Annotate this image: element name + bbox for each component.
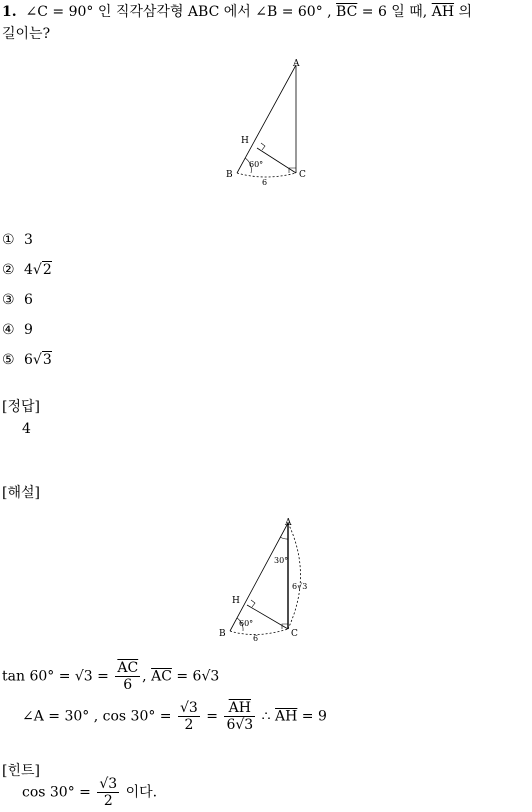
hint-line bbox=[22, 776, 157, 809]
option-1-text: 3 bbox=[24, 232, 33, 248]
segment-bc: $\overline{BC}$ bbox=[336, 4, 358, 20]
fraction-ah-over-6root3 bbox=[224, 700, 255, 733]
option-4-marker: ④ bbox=[2, 322, 15, 338]
fraction-root3-over-2 bbox=[178, 700, 200, 733]
label-c: C bbox=[299, 170, 306, 180]
expl-line2-tail: ∴ bbox=[257, 708, 276, 725]
fraction-numerator: $\overline{AC}$ bbox=[117, 660, 139, 676]
option-5-text: 6 bbox=[24, 352, 33, 368]
question-text-b: = 6 일 때, bbox=[357, 4, 432, 20]
fraction-denominator: 6 bbox=[123, 677, 133, 693]
option-4-text: 9 bbox=[24, 322, 33, 338]
label-c-2: C bbox=[291, 629, 298, 639]
base-bc-arc-2 bbox=[230, 629, 288, 635]
option-3-text: 6 bbox=[24, 292, 33, 308]
triangle-figure-1 bbox=[225, 55, 315, 190]
option-1-marker: ① bbox=[2, 232, 15, 248]
label-side-6root3: 6√3 bbox=[292, 582, 308, 591]
question-line-1 bbox=[2, 2, 472, 22]
expl-line2-ah: $\overline{AH}$ bbox=[275, 708, 298, 725]
side-ab-2 bbox=[230, 523, 288, 631]
fraction-root3-over-2-hint bbox=[97, 776, 119, 809]
fraction-denominator: 6√3 bbox=[226, 717, 254, 733]
question-text-c: 의 bbox=[454, 4, 473, 20]
right-angle-mark-h-2 bbox=[251, 600, 255, 607]
fraction-denominator: 2 bbox=[103, 793, 113, 809]
expl-line2-rhs: = 9 bbox=[297, 708, 327, 725]
side-ac-arc-2 bbox=[288, 523, 301, 629]
triangle-figure-2 bbox=[218, 515, 328, 645]
fraction-denominator: 2 bbox=[184, 717, 194, 733]
label-angle-30: 30° bbox=[274, 556, 289, 565]
explanation-header: [해설] bbox=[2, 485, 40, 501]
option-1[interactable] bbox=[2, 232, 33, 248]
explanation-line-1 bbox=[2, 660, 219, 693]
label-b-2: B bbox=[219, 629, 226, 639]
hint-header: [힌트] bbox=[2, 763, 40, 779]
explanation-line-2 bbox=[22, 700, 327, 733]
fraction-numerator: √3 bbox=[99, 776, 118, 792]
fraction-numerator: $\overline{AH}$ bbox=[224, 700, 255, 717]
fraction-ac-over-6 bbox=[115, 660, 140, 693]
option-4[interactable] bbox=[2, 322, 33, 338]
label-a: A bbox=[293, 59, 300, 69]
label-angle-60-2: 60° bbox=[239, 619, 254, 628]
side-ab bbox=[237, 65, 296, 173]
label-angle-60: 60° bbox=[249, 160, 264, 169]
option-3[interactable] bbox=[2, 292, 33, 308]
expl-line2-eq: = bbox=[201, 708, 223, 725]
option-2-text: 4 bbox=[24, 262, 33, 278]
expl-line2-lhs: ∠A = 30° , cos 30° = bbox=[22, 708, 176, 725]
question-text-a: ∠C = 90° 인 직각삼각형 ABC 에서 ∠B = 60° , bbox=[25, 4, 337, 20]
hint-tail: 이다. bbox=[121, 784, 158, 801]
label-b: B bbox=[226, 170, 233, 180]
expl-line1-ac: $\overline{AC}$ bbox=[151, 668, 172, 685]
answer-value: 4 bbox=[22, 421, 31, 437]
option-2-marker: ② bbox=[2, 262, 15, 278]
label-base-6: 6 bbox=[262, 178, 268, 187]
label-h-2: H bbox=[232, 596, 240, 606]
answer-header: [정답] bbox=[2, 399, 40, 415]
label-a-2: A bbox=[285, 518, 292, 528]
fraction-numerator: √3 bbox=[180, 700, 198, 716]
expl-line1-mid: , bbox=[142, 668, 152, 685]
segment-ah: $\overline{AH}$ bbox=[431, 4, 455, 20]
hint-lhs: cos 30° = bbox=[22, 784, 96, 801]
expl-line1-lhs: tan 60° = √3 = bbox=[2, 668, 114, 685]
angle-arc-a-2 bbox=[280, 537, 288, 539]
question-line-2: 길이는? bbox=[2, 26, 51, 42]
expl-line1-rhs: = 6√3 bbox=[171, 668, 220, 685]
option-2-root: 2 bbox=[42, 262, 52, 278]
option-3-marker: ③ bbox=[2, 292, 15, 308]
label-h: H bbox=[241, 136, 249, 146]
base-bc-arc bbox=[237, 173, 296, 177]
option-5-root: 3 bbox=[42, 352, 52, 368]
option-5-marker: ⑤ bbox=[2, 352, 15, 368]
label-base-6-2: 6 bbox=[253, 634, 259, 643]
option-2[interactable]: ② 4√2 bbox=[2, 262, 52, 278]
question-number: 1. bbox=[2, 4, 17, 20]
option-5[interactable]: ⑤ 6√3 bbox=[2, 352, 52, 368]
right-angle-mark-h bbox=[261, 143, 265, 150]
